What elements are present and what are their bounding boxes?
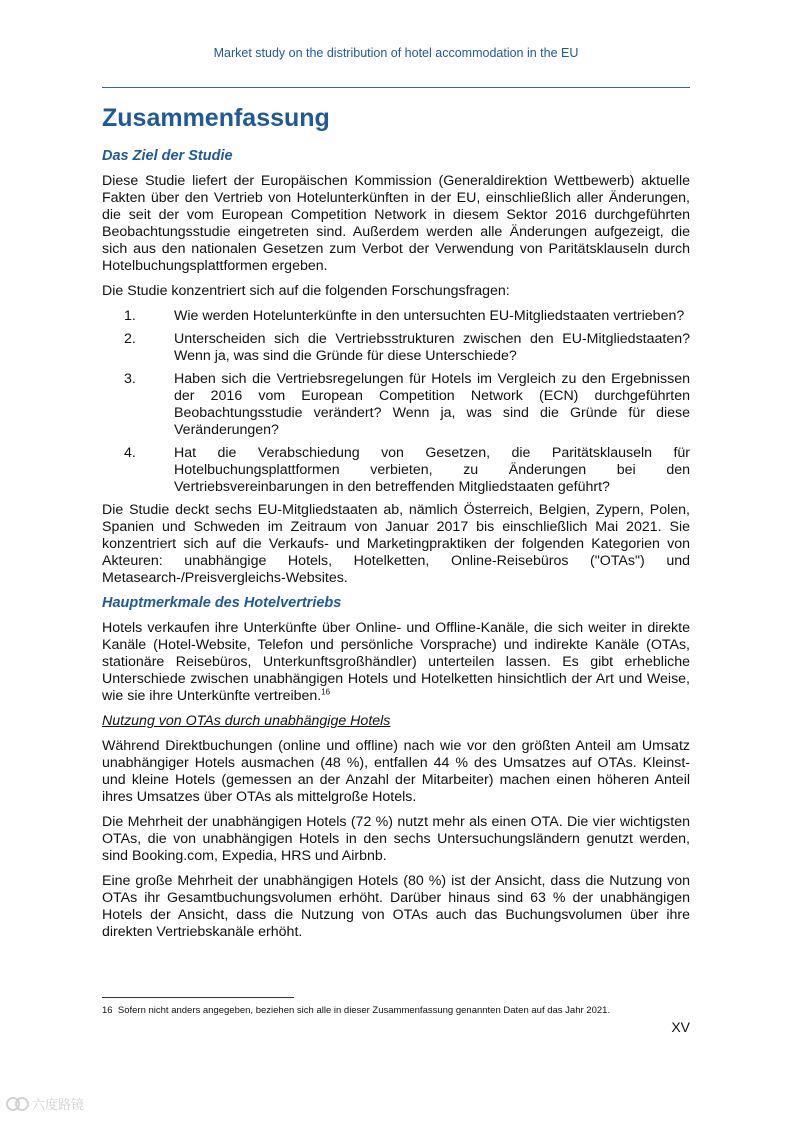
footnote-number: 16	[102, 1005, 113, 1016]
list-item-number: 3.	[124, 371, 136, 387]
list-item-text: Haben sich die Vertriebsregelungen für Hotels im Vergleich zu den Ergebnissen der 2016 vom European Competition Network (ECN) durchgeführten Beobachtungsstudie verändert? Wenn ja, was sind die Gründe für diese Veränderungen?	[174, 371, 690, 438]
list-item	[102, 371, 690, 439]
list-item-number: 4.	[124, 445, 136, 461]
subsection-heading-ota-use: Nutzung von OTAs durch unabhängige Hotels	[102, 713, 391, 729]
list-item-number: 1.	[124, 308, 136, 324]
aim-paragraph-3: Die Studie deckt sechs EU-Mitgliedstaaten ab, nämlich Österreich, Belgien, Zypern, Polen, Spanien und Schweden im Zeitraum von Januar 2017 bis einschließlich Mai 2021. Sie konzentriert sich auf die Verkaufs- und Marketingpraktiken der folgenden Kategorien von Akteuren: unabhängige Hotels, Hotelketten, Online-Reisebüros ("OTAs") und Metasearch-/Preisvergleichs-Websites.	[102, 502, 690, 586]
page-content	[102, 102, 690, 949]
page-number: XV	[671, 1019, 690, 1035]
ota-paragraph-1: Während Direktbuchungen (online und offline) nach wie vor den größten Anteil am Umsatz unabhängiger Hotels ausmachen (48 %), entfallen 44 % des Umsatzes auf OTAs. Kleinst- und kleine Hotels (gemessen an der Anzahl der Mitarbeiter) machen einen höheren Anteil ihres Umsatzes über OTAs als mittelgroße Hotels.	[102, 738, 690, 805]
watermark-text: 六度路镜	[32, 1097, 85, 1112]
list-item-number: 2.	[124, 331, 136, 347]
page-title: Zusammenfassung	[102, 104, 330, 132]
list-item	[102, 331, 690, 365]
list-item	[102, 308, 690, 325]
list-item	[102, 445, 690, 496]
watermark-logo-icon	[6, 1097, 28, 1111]
header-divider	[102, 87, 690, 88]
research-questions-list	[102, 308, 690, 496]
ota-paragraph-3: Eine große Mehrheit der unabhängigen Hotels (80 %) ist der Ansicht, dass die Nutzung von OTAs ihr Gesamtbuchungsvolumen erhöht. Darüber hinaus sind 63 % der unabhängigen Hotels der Ansicht, dass die Nutzung von OTAs auch das Buchungsvolumen über ihre direkten Vertriebskanäle erhöht.	[102, 873, 690, 940]
list-item-text: Hat die Verabschiedung von Gesetzen, die Paritätsklauseln für Hotelbuchungsplattformen verbieten, zu Änderungen bei den Vertriebsvereinbarungen in den betreffenden Mitgliedstaaten geführt?	[174, 445, 690, 495]
footnote-divider	[102, 997, 294, 998]
features-paragraph-1-text: Hotels verkaufen ihre Unterkünfte über Online- und Offline-Kanäle, die sich weiter in direkte Kanäle (Hotel-Website, Telefon und persönliche Vorsprache) und indirekte Kanäle (OTAs, stationäre Reisebüros, Unterkunftsgroßhändler) unterteilen lassen. Es gibt erhebliche Unterschiede zwischen unabhängigen Hotels und Hotelketten hinsichtlich der Art und Weise, wie sie ihre Unterkünfte vertreiben.	[102, 620, 690, 704]
list-item-text: Unterscheiden sich die Vertriebsstrukturen zwischen den EU-Mitgliedstaaten? Wenn ja, was sind die Gründe für diese Unterschiede?	[174, 331, 690, 364]
section-heading-aim: Das Ziel der Studie	[102, 148, 233, 164]
ota-paragraph-2: Die Mehrheit der unabhängigen Hotels (72 %) nutzt mehr als einen OTA. Die vier wichtigsten OTAs, die von unabhängigen Hotels in den sechs Untersuchungsländern genutzt werden, sind Booking.com, Expedia, HRS und Airbnb.	[102, 814, 690, 864]
list-item-text: Wie werden Hotelunterkünfte in den untersuchten EU-Mitgliedstaaten vertrieben?	[174, 308, 685, 324]
section-heading-features: Hauptmerkmale des Hotelvertriebs	[102, 595, 342, 611]
watermark	[6, 1094, 84, 1113]
running-header: Market study on the distribution of hotel accommodation in the EU	[213, 46, 579, 60]
footnote-reference[interactable]: 16	[321, 687, 331, 697]
aim-paragraph-1: Diese Studie liefert der Europäischen Kommission (Generaldirektion Wettbewerb) aktuelle Fakten über den Vertrieb von Hotelunterkünften in der EU, einschließlich aller Änderungen, die seit der vom European Competition Network in diesem Sektor 2016 durchgeführten Beobachtungsstudie eingetreten sind. Außerdem werden alle Änderungen aufgezeigt, die sich aus den nationalen Gesetzen zum Verbot der Verwendung von Paritätsklauseln durch Hotelbuchungsplattformen ergeben.	[102, 173, 690, 274]
features-paragraph-1	[102, 620, 690, 705]
footnote	[102, 1005, 690, 1017]
aim-paragraph-2: Die Studie konzentriert sich auf die folgenden Forschungsfragen:	[102, 283, 510, 299]
footnote-text: Sofern nicht anders angegeben, beziehen sich alle in dieser Zusammenfassung genannten Daten auf das Jahr 2021.	[117, 1005, 611, 1016]
